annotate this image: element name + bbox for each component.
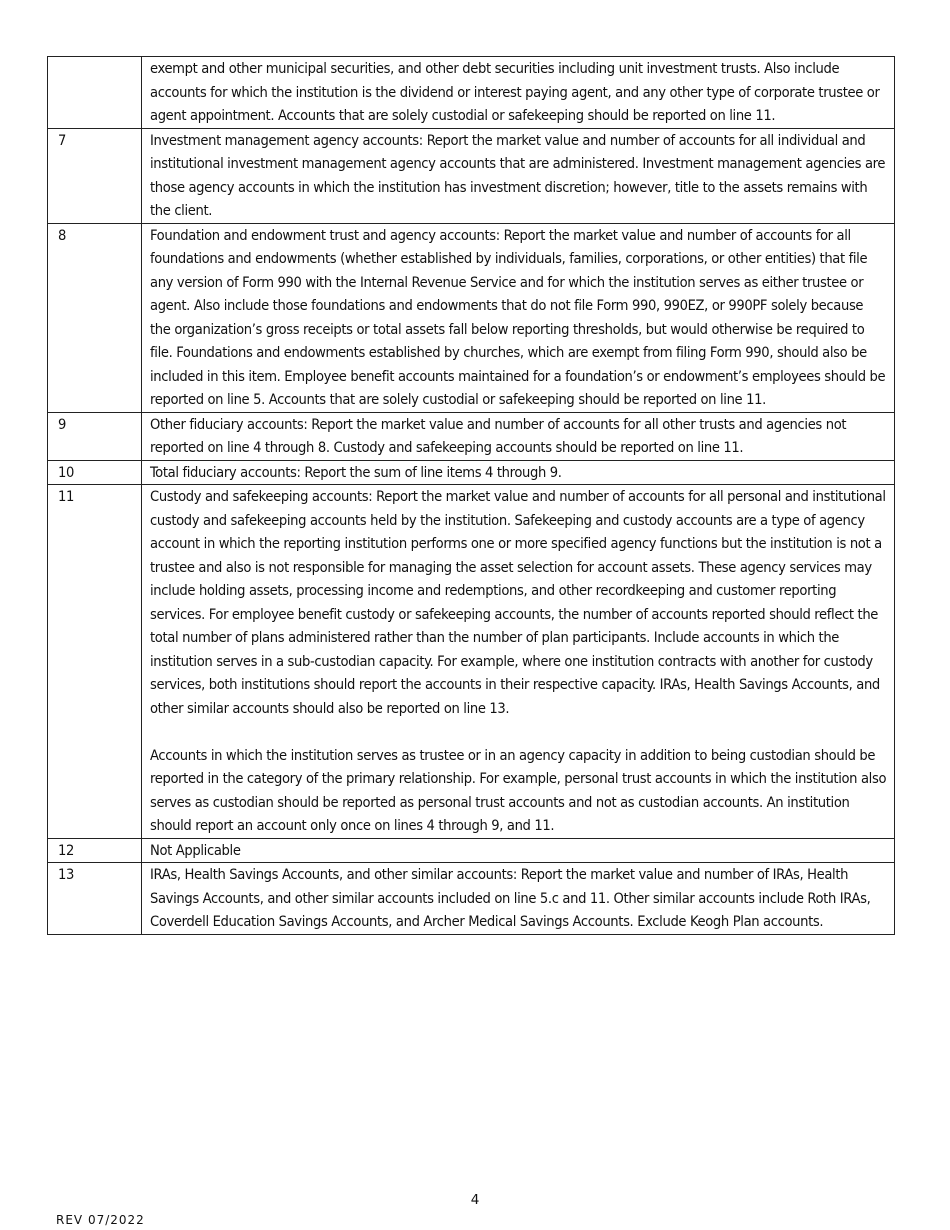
revision-label: REV 07/2022 [56, 1213, 145, 1227]
description-paragraph: Investment management agency accounts: Report the market value and number of accounts for all individual and institutional investment management agency accounts that are administered. Investment management agencies are those agency accounts in which the institution has investment discretion; however, title to the assets remains with the client. [150, 131, 886, 219]
line-number: 7 [48, 128, 142, 223]
line-number [48, 57, 142, 129]
line-description [142, 838, 895, 863]
instructions-table [47, 56, 895, 935]
description-paragraph: Total fiduciary accounts: Report the sum of line items 4 through 9. [150, 463, 562, 481]
line-number: 13 [48, 863, 142, 935]
table-row [48, 128, 895, 223]
table-row [48, 57, 895, 129]
description-paragraph: Not Applicable [150, 841, 241, 859]
table-row [48, 460, 895, 485]
line-description [142, 460, 895, 485]
line-number: 11 [48, 485, 142, 839]
line-number: 9 [48, 412, 142, 460]
description-paragraph: Custody and safekeeping accounts: Report the market value and number of accounts for all personal and institutional custody and safekeeping accounts held by the institution. Safekeeping and custody accounts are a type of agency account in which the reporting institution performs one or more specified agency functions but the institution is not a trustee and also is not responsible for managing the asset selection for account assets. These agency services may include holding assets, processing income and redemptions, and other recordkeeping and customer reporting services. For employee benefit custody or safekeeping accounts, the number of accounts reported should reflect the total number of plans administered rather than the number of plan participants. Include accounts in which the institution serves in a sub-custodian capacity. For example, where one institution contracts with another for custody services, both institutions should report the accounts in their respective capacity. IRAs, Health Savings Accounts, and other similar accounts should also be reported on line 13. [150, 488, 886, 717]
line-number: 12 [48, 838, 142, 863]
line-description [142, 412, 895, 460]
description-paragraph: Foundation and endowment trust and agency accounts: Report the market value and number of accounts for all foundations and endowments (whether established by individuals, families, corporations, or other entities) that file any version of Form 990 with the Internal Revenue Service and for which the institution serves as either trustee or agent. Also include those foundations and endowments that do not file Form 990, 990EZ, or 990PF solely because the organization’s gross receipts or total assets fall below reporting thresholds, but would otherwise be required to file. Foundations and endowments established by churches, which are exempt from filing Form 990, should also be included in this item. Employee benefit accounts maintained for a foundation’s or endowment’s employees should be reported on line 5. Accounts that are solely custodial or safekeeping should be reported on line 11. [150, 226, 886, 408]
description-paragraph: Other fiduciary accounts: Report the market value and number of accounts for all other trusts and agencies not reported on line 4 through 8. Custody and safekeeping accounts should be reported on line 11. [150, 415, 847, 456]
description-paragraph: IRAs, Health Savings Accounts, and other similar accounts: Report the market value and number of IRAs, Health Savings Accounts, and other similar accounts included on line 5.c and 11. Other similar accounts include Roth IRAs, Coverdell Education Savings Accounts, and Archer Medical Savings Accounts. Exclude Keogh Plan accounts. [150, 866, 871, 930]
description-paragraph: Accounts in which the institution serves as trustee or in an agency capacity in addition to being custodian should be reported in the category of the primary relationship. For example, personal trust accounts in which the institution also serves as custodian should be reported as personal trust accounts and not as custodian accounts. An institution should report an account only once on lines 4 through 9, and 11. [150, 746, 887, 834]
line-number: 8 [48, 223, 142, 412]
line-description [142, 863, 895, 935]
line-description [142, 485, 895, 839]
line-description [142, 57, 895, 129]
table-row [48, 412, 895, 460]
description-paragraph: exempt and other municipal securities, and other debt securities including unit investment trusts. Also include accounts for which the institution is the dividend or interest paying agent, and any other type of corporate trustee or agent appointment. Accounts that are solely custodial or safekeeping should be reported on line 11. [150, 60, 880, 124]
page-number: 4 [470, 1192, 480, 1208]
line-description [142, 128, 895, 223]
table-row [48, 838, 895, 863]
table-row [48, 223, 895, 412]
line-description [142, 223, 895, 412]
table-row [48, 485, 895, 839]
table-row [48, 863, 895, 935]
line-number: 10 [48, 460, 142, 485]
